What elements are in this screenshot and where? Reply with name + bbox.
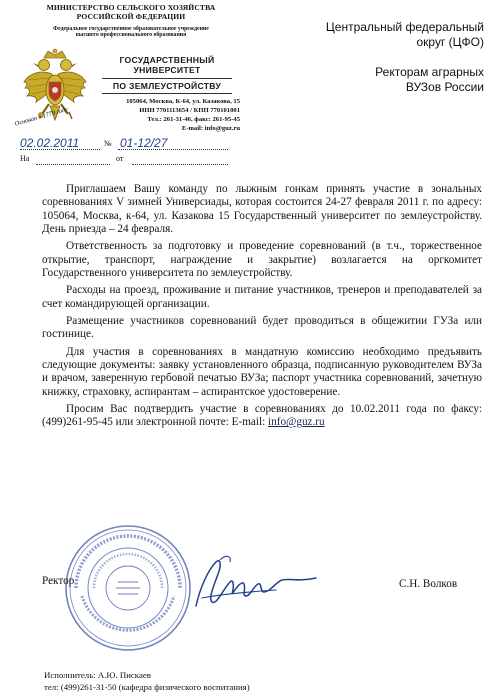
paragraph-confirmation	[42, 403, 482, 430]
signatory-title: Ректор	[42, 575, 75, 587]
university-name	[92, 55, 242, 96]
addressee-line-2: округ (ЦФО)	[416, 35, 484, 50]
paragraph-invitation: Приглашаем Вашу команду по лыжным гонкам принять участие в зональных соревнованиях V зимней Универсиады, которая состоится 24-27 февраля 2011 г. по адресу: 105064, Москва, к-64, ул. Казакова 15 Государственный университет по землеустройству. День приезда – 24 февраля.	[42, 183, 482, 235]
divider	[102, 93, 232, 94]
inn-kpp: ИНН 7701113654 / КПП 770101001	[139, 106, 240, 114]
addressee-line-3: Ректорам аграрных	[375, 64, 484, 79]
phone-fax: Тел.: 261-31-46, факс: 261-95-45	[147, 115, 240, 123]
registration-number: 01-12/27	[120, 136, 168, 150]
confirmation-text: Просим Вас подтвердить участие в соревнованиях до 10.02.2011 года по факсу: (499)261-95-45 или электронной почте: E-mail:	[42, 402, 482, 429]
paragraph-expenses: Расходы на проезд, проживание и питание участников, тренеров и преподавателей за счет командирующей организации.	[42, 284, 482, 310]
letter-body	[42, 183, 482, 434]
handwritten-signature-icon	[186, 548, 326, 618]
university-line-1: ГОСУДАРСТВЕННЫЙ	[119, 55, 215, 65]
postal-address: 105064, Москва, К-64, ул. Казакова, 15	[126, 98, 240, 105]
divider	[102, 78, 232, 79]
signatory-name: С.Н. Волков	[399, 578, 458, 590]
ministry-line-2: РОССИЙСКОЙ ФЕДЕРАЦИИ	[76, 11, 186, 21]
registration-date: 02.02.2011	[20, 136, 80, 150]
paragraph-documents: Для участия в соревнованиях в мандатную комиссию необходимо предъявить следующие документы: заявку установленного образца, подписанную руководителем ВУЗа и врачом, заверенную гербовой печатью ВУЗа; паспорт участника соревнований, зачетную книжку, страховку, аспирантам – аспирантское удостоверение.	[42, 345, 482, 398]
paragraph-accommodation: Размещение участников соревнований будет проводиться в общежитии ГУЗа или гостинице.	[42, 314, 482, 341]
letterhead	[20, 4, 242, 39]
addressee-line-4: ВУЗов России	[405, 80, 484, 95]
contact-block	[95, 98, 240, 134]
official-round-seal-icon	[62, 522, 194, 654]
registration-lines	[20, 136, 230, 165]
email: E-mail: info@guz.ru	[181, 124, 240, 132]
institution-line-2: высшего профессионального образования	[75, 32, 187, 39]
reference-from-label: от	[116, 154, 124, 163]
ministry-line-1: МИНИСТЕРСТВО СЕЛЬСКОГО ХОЗЯЙСТВА	[46, 3, 216, 12]
institution-line-1: Федеральное государственное образовательное учреждение	[53, 26, 209, 32]
reference-label: На	[20, 154, 30, 163]
executor-phone: тел: (499)261-31-50 (кафедра физического воспитания)	[44, 681, 250, 692]
executor-footer	[44, 670, 250, 694]
addressee-line-1: Центральный федеральный	[325, 20, 484, 34]
university-line-3: ПО ЗЕМЛЕУСТРОЙСТВУ	[112, 80, 222, 91]
addressee-block	[284, 20, 484, 95]
email-link[interactable]: info@guz.ru	[268, 416, 325, 429]
paragraph-responsibility: Ответственность за подготовку и проведение соревнований (в т.ч., торжественное открытие, транспорт, награждение и закрытие) возлагается на оргкомитет Государственного университета по землеустройству.	[42, 240, 482, 279]
founded-caption: Основан в 1779 году	[14, 105, 69, 128]
university-line-2: УНИВЕРСИТЕТ	[133, 65, 201, 76]
number-sign: №	[104, 139, 112, 148]
executor-name: Исполнитель: А.Ю. Пискаев	[44, 670, 151, 680]
